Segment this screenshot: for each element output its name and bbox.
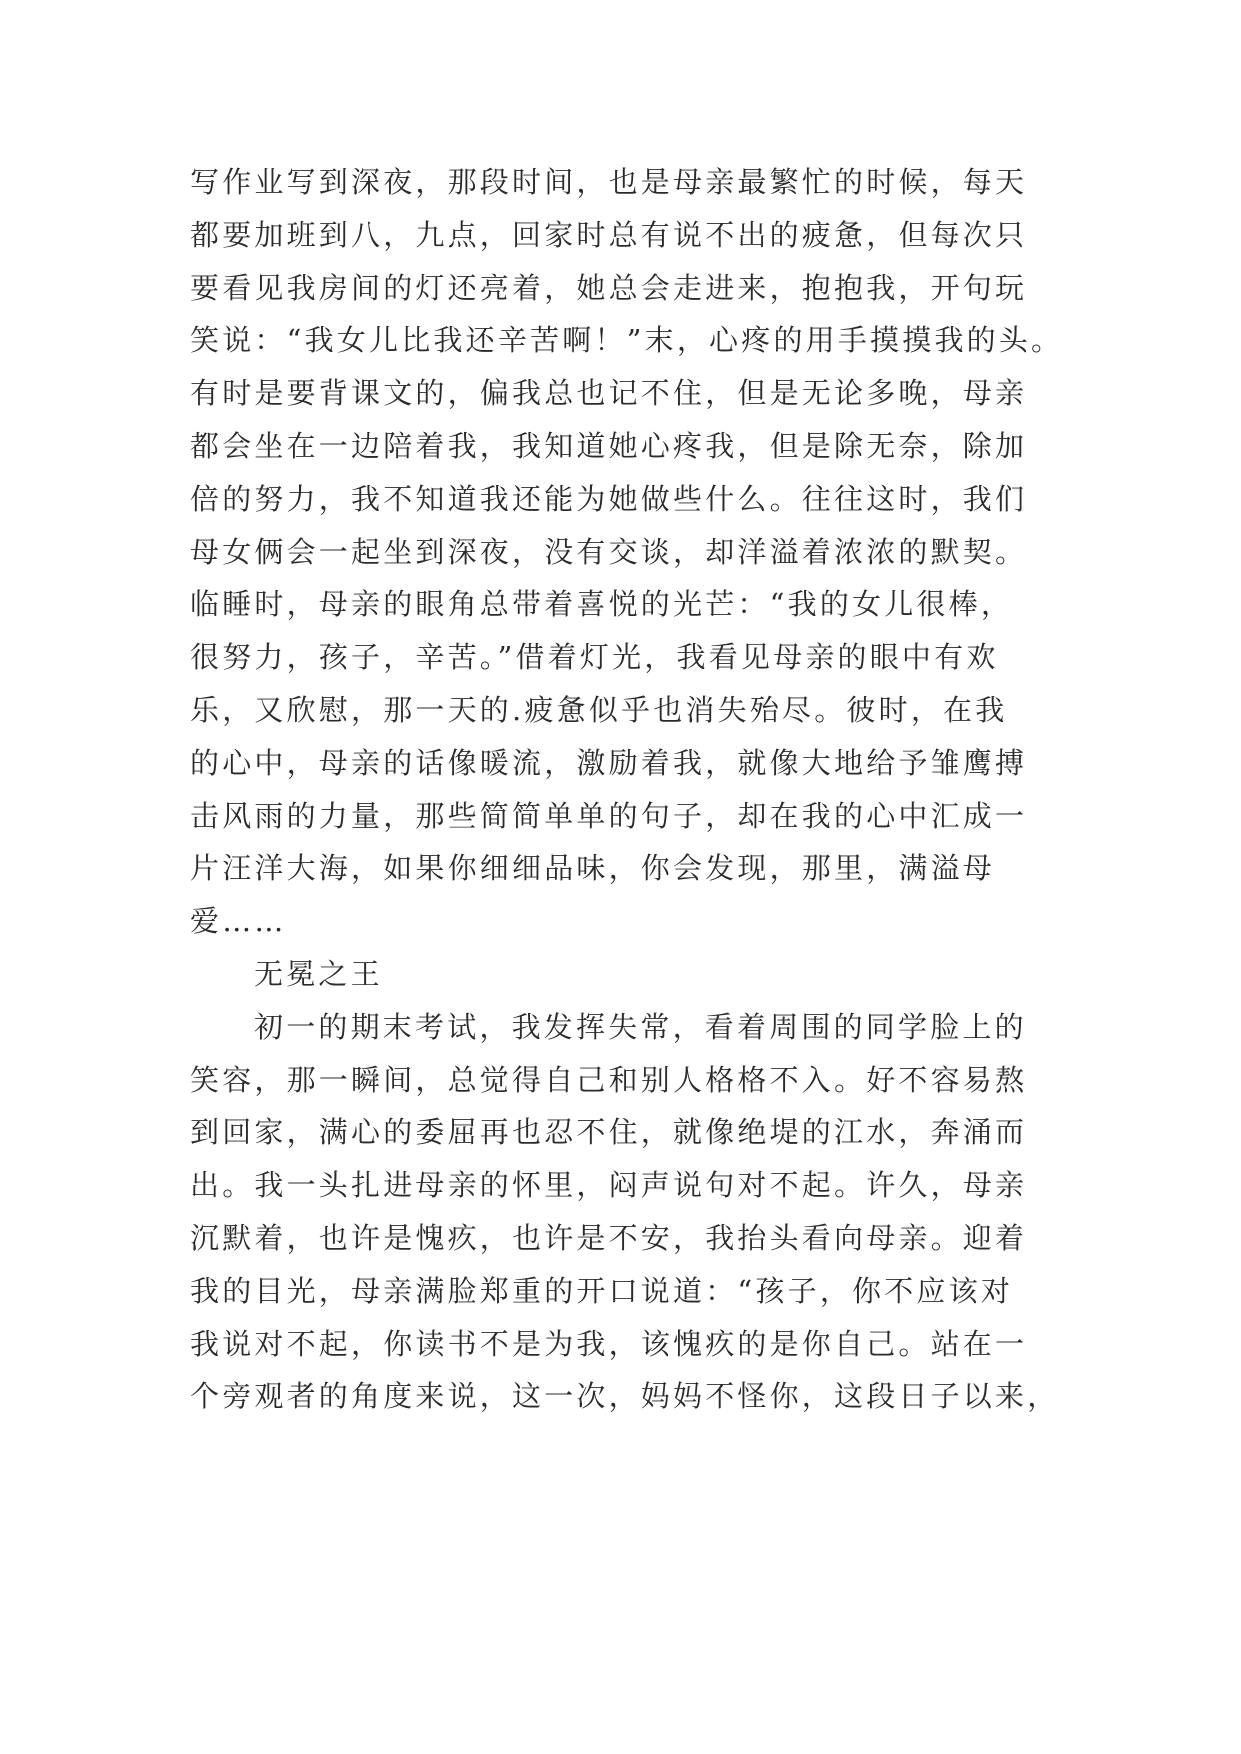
text-line: 都要加班到八，九点，回家时总有说不出的疲惫，但每次只 xyxy=(190,217,1028,252)
text-line: 写作业写到深夜，那段时间，也是母亲最繁忙的时候，每天 xyxy=(190,165,1028,199)
text-line: 个旁观者的角度来说，这一次，妈妈不怪你，这段日子以来， xyxy=(190,1379,1060,1414)
text-line: 要看见我房间的灯还亮着，她总会走进来，抱抱我，开句玩 xyxy=(190,270,1028,305)
text-line: 都会坐在一边陪着我，我知道她心疼我，但是除无奈，除加 xyxy=(190,428,1028,463)
text-line: 临睡时，母亲的眼角总带着喜悦的光芒：“我的女儿很棒， xyxy=(190,587,1014,622)
body-text xyxy=(190,156,1070,1423)
text-line: 击风雨的力量，那些简简单单的句子，却在我的心中汇成一 xyxy=(190,798,1028,833)
section-heading: 无冕之王 xyxy=(254,956,383,991)
text-line: 我说对不起，你读书不是为我，该愧疚的是你自己。站在一 xyxy=(190,1326,1028,1361)
text-line: 沉默着，也许是愧疚，也许是不安，我抬头看向母亲。迎着 xyxy=(190,1220,1028,1255)
text-line: 倍的努力，我不知道我还能为她做些什么。往往这时，我们 xyxy=(190,481,1028,516)
text-line: 笑说：“我女儿比我还辛苦啊！”末，心疼的用手摸摸我的头。 xyxy=(190,323,1064,358)
text-line: 很努力，孩子，辛苦。”借着灯光，我看见母亲的眼中有欢 xyxy=(190,640,999,675)
text-line: 母女俩会一起坐到深夜，没有交谈，却洋溢着浓浓的默契。 xyxy=(190,534,1028,569)
text-line: 初一的期末考试，我发挥失常，看着周围的同学脸上的 xyxy=(254,1009,1027,1044)
text-line: 我的目光，母亲满脸郑重的开口说道：“孩子，你不应该对 xyxy=(190,1273,1014,1308)
text-line: 笑容，那一瞬间，总觉得自己和别人格格不入。好不容易熬 xyxy=(190,1062,1028,1097)
text-line: 的心中，母亲的话像暖流，激励着我，就像大地给予雏鹰搏 xyxy=(190,745,1028,780)
text-line: 有时是要背课文的，偏我总也记不住，但是无论多晚，母亲 xyxy=(190,376,1028,411)
text-line: 片汪洋大海，如果你细细品味，你会发现，那里，满溢母 xyxy=(190,851,996,886)
text-line: 出。我一头扎进母亲的怀里，闷声说句对不起。许久，母亲 xyxy=(190,1168,1028,1203)
text-line: 爱…… xyxy=(190,904,287,939)
text-line: 到回家，满心的委屈再也忍不住，就像绝堤的江水，奔涌而 xyxy=(190,1115,1028,1150)
text-line: 乐，又欣慰，那一天的.疲惫似乎也消失殆尽。彼时，在我 xyxy=(190,692,1008,727)
